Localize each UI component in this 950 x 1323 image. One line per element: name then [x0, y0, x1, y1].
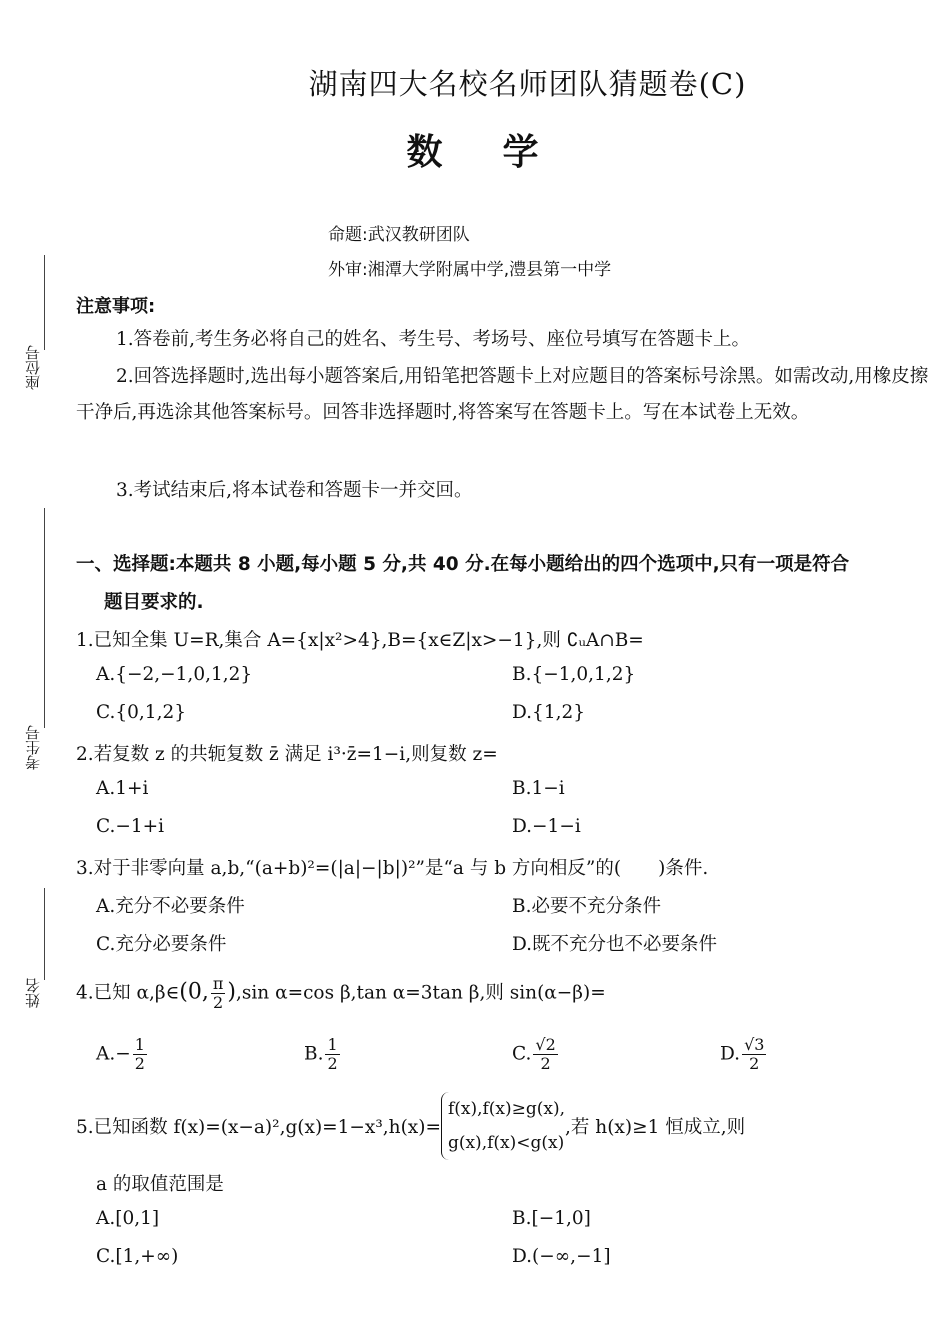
question-1-option-b[interactable]: B.{−1,0,1,2} [512, 664, 636, 685]
question-5-option-c[interactable]: C.[1,+∞) [96, 1246, 179, 1267]
option-sign: − [115, 1043, 131, 1065]
option-fraction [742, 1036, 766, 1073]
fraction-denominator: 2 [749, 1054, 760, 1073]
interval-close: ) [227, 979, 236, 1005]
question-4-stem-post: ,sin α=cos β,tan α=3tan β,则 sin(α−β)= [235, 982, 606, 1004]
question-3-option-d[interactable]: D.既不充分也不必要条件 [512, 934, 718, 955]
piecewise-case-2: g(x),f(x)<g(x) [447, 1133, 565, 1153]
question-4-option-b[interactable] [304, 1036, 342, 1073]
question-4-option-d[interactable] [720, 1036, 768, 1073]
fraction-numerator: √2 [535, 1035, 556, 1054]
pi-over-2-fraction [211, 975, 226, 1012]
question-3-option-b[interactable]: B.必要不充分条件 [512, 896, 661, 917]
question-5-option-b[interactable]: B.[−1,0] [512, 1208, 591, 1229]
fraction-numerator: 1 [134, 1035, 145, 1054]
question-1-option-c[interactable]: C.{0,1,2} [96, 702, 186, 723]
note-item-1: 1.答卷前,考生务必将自己的姓名、考生号、考场号、座位号填写在答题卡上。 [116, 329, 751, 350]
piecewise-brace [441, 1092, 565, 1160]
question-3-stem: 3.对于非零向量 a,b,“(a+b)²=(|a|−|b|)²”是“a 与 b 方向相反”的( )条件. [76, 858, 709, 879]
question-3-option-a[interactable]: A.充分不必要条件 [96, 896, 245, 917]
option-fraction [133, 1036, 147, 1073]
fraction-denominator: 2 [134, 1054, 145, 1073]
option-fraction [533, 1036, 557, 1073]
question-2-stem: 2.若复数 z 的共轭复数 z̄ 满足 i³·z̄=1−i,则复数 z= [76, 744, 498, 765]
fraction-denominator: 2 [540, 1054, 551, 1073]
option-label: B. [304, 1043, 324, 1065]
side-line-mid2 [44, 888, 45, 980]
section-heading-line1: 一、选择题:本题共 8 小题,每小题 5 分,共 40 分.在每小题给出的四个选项中,只有一项是符合 [76, 554, 850, 575]
proposer-line: 命题:武汉教研团队 [328, 225, 470, 245]
question-5-option-a[interactable]: A.[0,1] [96, 1208, 160, 1229]
question-1-option-d[interactable]: D.{1,2} [512, 702, 586, 723]
note-item-3: 3.考试结束后,将本试卷和答题卡一并交回。 [116, 480, 473, 501]
name-label: 姓名 [24, 978, 42, 1008]
question-4-stem [76, 975, 606, 1012]
option-label: D. [720, 1043, 741, 1065]
side-line-top [44, 255, 45, 350]
fraction-numerator: π [212, 974, 224, 993]
option-fraction [325, 1036, 339, 1073]
question-5-stem [76, 1092, 745, 1160]
fraction-denominator: 2 [213, 993, 224, 1012]
option-label: C. [512, 1043, 532, 1065]
candidate-number-label: 考生号 [24, 725, 42, 770]
question-2-option-d[interactable]: D.−1−i [512, 816, 581, 837]
seat-number-label: 座位号 [24, 345, 42, 390]
fraction-denominator: 2 [327, 1054, 338, 1073]
question-2-option-b[interactable]: B.1−i [512, 778, 565, 799]
reviewer-line: 外审:湘潭大学附属中学,澧县第一中学 [328, 260, 612, 280]
question-4-option-a[interactable] [96, 1036, 149, 1073]
question-5-stem-continued: a 的取值范围是 [96, 1174, 224, 1195]
fraction-numerator: 1 [327, 1035, 338, 1054]
piecewise-case-1: f(x),f(x)≥g(x), [447, 1099, 566, 1119]
interval-open: (0, [179, 979, 209, 1005]
subject-title: 数学 [406, 132, 599, 173]
exam-series-title: 湖南四大名校名师团队猜题卷(C) [308, 67, 747, 101]
question-4-stem-pre: 4.已知 α,β∈ [76, 982, 180, 1004]
note-item-2: 2.回答选择题时,选出每小题答案后,用铅笔把答题卡上对应题目的答案标号涂黑。如需改动,用橡皮擦干净后,再选涂其他答案标号。回答非选择题时,将答案写在答题卡上。写在本试卷上无效。 [76, 366, 929, 423]
question-3-option-c[interactable]: C.充分必要条件 [96, 934, 227, 955]
fraction-numerator: √3 [744, 1035, 765, 1054]
question-2-option-c[interactable]: C.−1+i [96, 816, 165, 837]
option-label: A. [96, 1043, 116, 1065]
question-5-stem-post: ,若 h(x)≥1 恒成立,则 [565, 1117, 746, 1138]
question-5-option-d[interactable]: D.(−∞,−1] [512, 1246, 611, 1267]
section-heading [76, 546, 938, 622]
question-1-option-a[interactable]: A.{−2,−1,0,1,2} [96, 664, 253, 685]
question-2-option-a[interactable]: A.1+i [96, 778, 149, 799]
question-4-option-c[interactable] [512, 1036, 560, 1073]
section-heading-line2: 题目要求的. [104, 592, 204, 613]
side-line-mid1 [44, 508, 45, 728]
question-5-stem-pre: 5.已知函数 f(x)=(x−a)²,g(x)=1−x³,h(x)= [76, 1117, 441, 1138]
question-1-stem: 1.已知全集 U=R,集合 A={x|x²>4},B={x∈Z|x>−1},则 ∁ᵤA∩B= [76, 630, 644, 651]
notes-title: 注意事项: [76, 296, 156, 317]
